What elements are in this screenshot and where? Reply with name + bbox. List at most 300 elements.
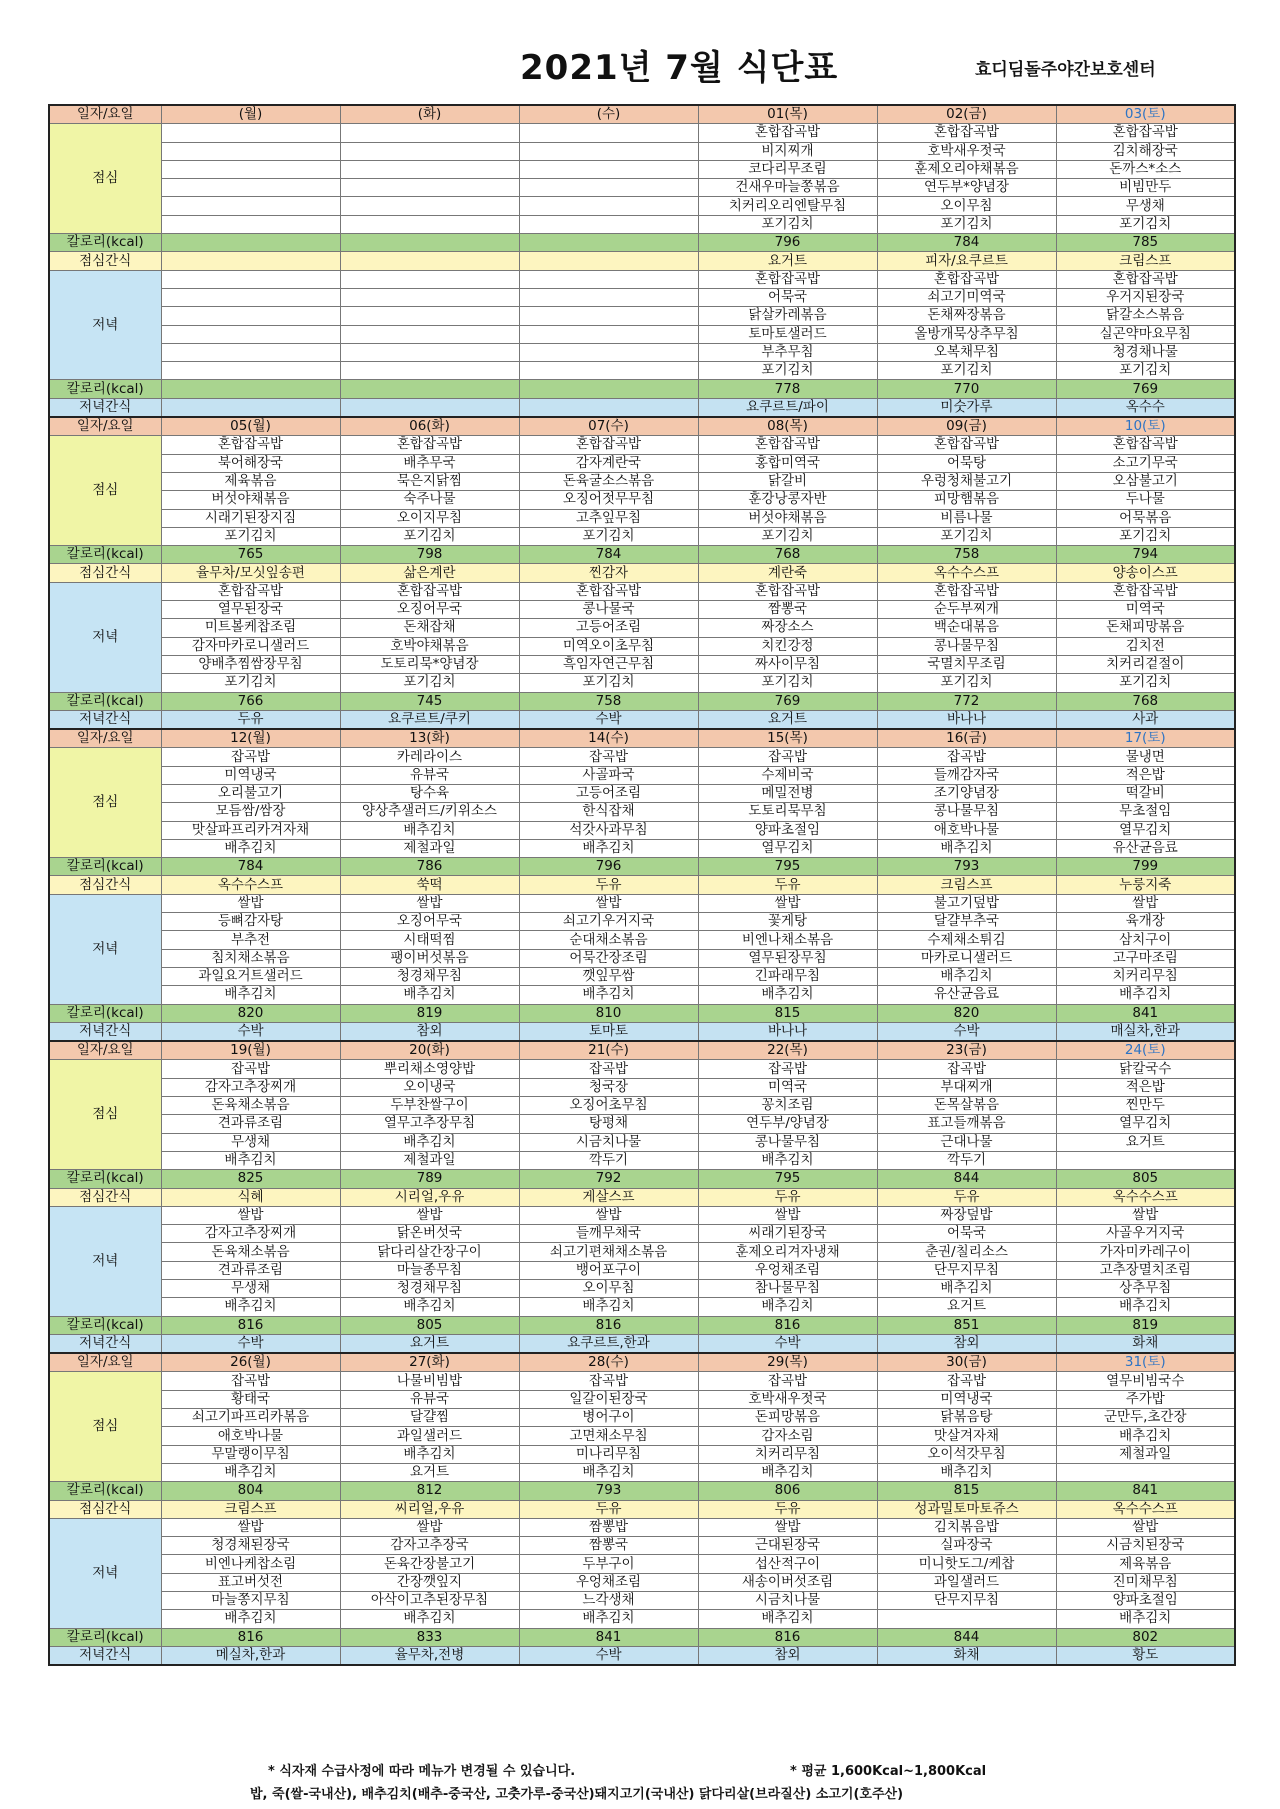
menu-cell: 쌀밥 [340,1518,519,1536]
menu-cell: 혼합잡곡밥 [340,436,519,454]
menu-cell: 01(목) [698,105,877,124]
menu-cell: 758 [877,546,1056,564]
menu-cell: 호박새우젓국 [877,142,1056,160]
menu-cell: 돈육간장불고기 [340,1555,519,1573]
menu-cell: 탕수육 [340,784,519,802]
menu-cell: 청경채된장국 [161,1537,340,1555]
menu-cell: 배추김치 [877,1463,1056,1481]
menu-cell: 포기김치 [340,674,519,692]
menu-cell: 버섯야채볶음 [161,491,340,509]
row-label: 일자/요일 [49,105,161,124]
dinner-row [49,619,1235,637]
menu-cell: 견과류조림 [161,1115,340,1133]
menu-cell [340,307,519,325]
menu-cell: 오이냉국 [340,1078,519,1096]
dinner-snack-row [49,1022,1235,1041]
menu-cell: 766 [161,692,340,710]
menu-cell: 812 [340,1482,519,1500]
menu-cell: 배추김치 [1056,1610,1235,1628]
menu-cell: 혼합잡곡밥 [1056,436,1235,454]
menu-cell: 맛살파프리카겨자채 [161,821,340,839]
menu-cell: 흑임자연근무침 [519,655,698,673]
menu-cell: 포기김치 [161,527,340,545]
dinner-row [49,1592,1235,1610]
menu-cell: 806 [698,1482,877,1500]
menu-cell: 제철과일 [340,839,519,857]
menu-cell: 혼합잡곡밥 [877,582,1056,600]
menu-cell: 799 [1056,858,1235,876]
menu-cell: 토마토 [519,1022,698,1041]
menu-cell: 들깨감자국 [877,766,1056,784]
row-label: 점심간식 [49,564,161,582]
row-label: 저녁 [49,582,161,692]
dinner-row [49,967,1235,985]
menu-cell: 789 [340,1170,519,1188]
menu-cell: 국멸치무조림 [877,655,1056,673]
menu-cell: 표고들깨볶음 [877,1115,1056,1133]
menu-cell: 795 [698,858,877,876]
dinner-row [49,1555,1235,1573]
row-label: 점심간식 [49,252,161,270]
menu-cell: 돈까스*소스 [1056,160,1235,178]
menu-cell: 배추김치 [1056,1427,1235,1445]
menu-cell: 잡곡밥 [877,1060,1056,1078]
menu-cell: 805 [1056,1170,1235,1188]
menu-cell: 사과 [1056,710,1235,729]
menu-cell: 짬뽕국 [519,1537,698,1555]
menu-cell: 양파초절임 [698,821,877,839]
menu-cell: 돈채피망볶음 [1056,619,1235,637]
menu-cell: 돈채짜장볶음 [877,307,1056,325]
menu-cell: 무생채 [1056,197,1235,215]
menu-cell: 815 [877,1482,1056,1500]
menu-cell: 감자고추장찌개 [161,1078,340,1096]
menu-cell: 진미채무침 [1056,1573,1235,1591]
menu-cell: 마늘종무침 [340,1261,519,1279]
menu-cell: 793 [519,1482,698,1500]
menu-cell: 바나나 [698,1022,877,1041]
row-label: 점심 [49,124,161,234]
menu-cell: 수박 [519,1646,698,1665]
menu-cell: 06(화) [340,417,519,436]
menu-cell: 05(월) [161,417,340,436]
menu-cell: 불고기덮밥 [877,894,1056,912]
menu-cell: 무생채 [161,1280,340,1298]
menu-cell: 돈육채소볶음 [161,1243,340,1261]
menu-cell [161,252,340,270]
menu-cell: 두나물 [1056,491,1235,509]
menu-cell: 고등어조림 [519,619,698,637]
dinner-row [49,1610,1235,1628]
menu-cell: 닭온버섯국 [340,1225,519,1243]
menu-cell: 느각생채 [519,1592,698,1610]
lunch-snack-row [49,1188,1235,1206]
dinner-row [49,270,1235,288]
dinner-row [49,637,1235,655]
menu-cell: 청경채무침 [340,1280,519,1298]
row-label: 저녁 [49,894,161,1004]
menu-cell: 배추김치 [877,839,1056,857]
menu-cell: 포기김치 [877,215,1056,233]
menu-cell: 부대찌개 [877,1078,1056,1096]
dinner-row [49,582,1235,600]
row-label: 저녁간식 [49,1646,161,1665]
menu-cell: 26(월) [161,1353,340,1372]
menu-cell: 두유 [698,1500,877,1518]
row-label: 일자/요일 [49,417,161,436]
menu-cell: 황도 [1056,1646,1235,1665]
menu-cell: 비빔만두 [1056,179,1235,197]
organization-name: 효디딤돌주야간보호센터 [975,60,1156,80]
menu-cell: 12(월) [161,729,340,748]
menu-cell: 844 [877,1628,1056,1646]
menu-cell: 무말랭이무침 [161,1445,340,1463]
menu-cell: 근대나물 [877,1133,1056,1151]
menu-cell: 배추김치 [877,967,1056,985]
menu-cell: 북어해장국 [161,454,340,472]
menu-cell: 과일샐러드 [340,1427,519,1445]
menu-cell: 감자마카로니샐러드 [161,637,340,655]
menu-cell: 24(토) [1056,1041,1235,1060]
menu-cell: 유산균음료 [1056,839,1235,857]
menu-cell: 21(수) [519,1041,698,1060]
menu-cell: 혼합잡곡밥 [1056,124,1235,142]
lunch-row [49,766,1235,784]
menu-cell: 배추김치 [340,821,519,839]
menu-cell: 포기김치 [698,527,877,545]
menu-cell: 깻잎무쌈 [519,967,698,985]
menu-cell: 어묵국 [698,288,877,306]
menu-cell [519,234,698,252]
menu-cell: 연두부/양념장 [698,1115,877,1133]
menu-cell: 열무김치 [1056,1115,1235,1133]
menu-cell: 유산균음료 [877,986,1056,1004]
lunch-row [49,1078,1235,1096]
menu-cell: 뿌리채소영양밥 [340,1060,519,1078]
menu-cell: 잡곡밥 [519,1372,698,1390]
menu-cell: 떡갈비 [1056,784,1235,802]
menu-cell: 844 [877,1170,1056,1188]
menu-cell: 훈제오리야채볶음 [877,160,1056,178]
menu-cell [161,307,340,325]
menu-cell [161,234,340,252]
menu-cell: 816 [161,1316,340,1334]
menu-cell: 쌀밥 [698,894,877,912]
menu-cell: 애호박나물 [161,1427,340,1445]
row-label: 저녁간식 [49,1022,161,1041]
menu-cell: 22(목) [698,1041,877,1060]
menu-cell: 배추김치 [340,1298,519,1316]
menu-cell: 버섯야채볶음 [698,509,877,527]
menu-cell: 시리얼,우유 [340,1188,519,1206]
menu-cell: 796 [698,234,877,252]
dinner-row [49,362,1235,380]
menu-table [48,104,1236,1666]
menu-cell [1056,1463,1235,1481]
menu-cell: 간장깻잎지 [340,1573,519,1591]
menu-cell: 삼치구이 [1056,931,1235,949]
menu-cell: 배추김치 [698,1610,877,1628]
menu-cell [340,215,519,233]
menu-cell: 닭칼국수 [1056,1060,1235,1078]
dinner-row [49,288,1235,306]
menu-cell: 31(토) [1056,1353,1235,1372]
menu-cell: 쌀밥 [340,894,519,912]
menu-cell: 배추김치 [161,839,340,857]
menu-cell: 크림스프 [1056,252,1235,270]
menu-cell: 제육볶음 [161,472,340,490]
row-label: 저녁간식 [49,1334,161,1353]
lunch-row [49,748,1235,766]
menu-cell: 784 [161,858,340,876]
lunch-row [49,509,1235,527]
menu-cell: 돈육채소볶음 [161,1097,340,1115]
menu-cell: 두유 [877,1188,1056,1206]
row-label: 칼로리(kcal) [49,1170,161,1188]
dinner-row [49,949,1235,967]
menu-cell: 등뼈감자탕 [161,913,340,931]
menu-cell: 춘권/칠리소스 [877,1243,1056,1261]
row-label: 칼로리(kcal) [49,1482,161,1500]
menu-cell: 796 [519,858,698,876]
menu-cell: 잡곡밥 [519,1060,698,1078]
menu-cell: 옥수수스프 [1056,1500,1235,1518]
menu-cell: 옥수수스프 [877,564,1056,582]
menu-cell: 참외 [877,1334,1056,1353]
menu-cell: 팽이버섯볶음 [340,949,519,967]
menu-cell: 열무된장무침 [698,949,877,967]
dinner-calorie-row [49,380,1235,398]
menu-cell: 혼합잡곡밥 [698,124,877,142]
lunch-row [49,1372,1235,1390]
menu-cell: 바나나 [877,710,1056,729]
menu-cell: 수제비국 [698,766,877,784]
menu-cell: 포기김치 [698,674,877,692]
menu-cell [519,124,698,142]
menu-cell [161,124,340,142]
menu-cell: 포기김치 [877,527,1056,545]
menu-cell: 과일요거트샐러드 [161,967,340,985]
menu-cell: 포기김치 [1056,362,1235,380]
menu-cell: 16(금) [877,729,1056,748]
menu-cell: 고추장멸치조림 [1056,1261,1235,1279]
menu-cell: 쇠고기편채채소볶음 [519,1243,698,1261]
lunch-row [49,215,1235,233]
menu-cell: 배추김치 [698,986,877,1004]
menu-cell: 황태국 [161,1390,340,1408]
menu-cell [340,398,519,417]
row-label: 일자/요일 [49,1041,161,1060]
dinner-row [49,1573,1235,1591]
row-label: 칼로리(kcal) [49,858,161,876]
row-label: 저녁 [49,1206,161,1316]
menu-cell: 미나리무침 [519,1445,698,1463]
menu-cell: 식혜 [161,1188,340,1206]
menu-cell: 784 [519,546,698,564]
lunch-calorie-row [49,546,1235,564]
menu-cell: 크림스프 [877,876,1056,894]
menu-cell: 매실차,한과 [1056,1022,1235,1041]
menu-cell [340,142,519,160]
menu-cell: 포기김치 [1056,527,1235,545]
menu-cell: 율무차,전병 [340,1646,519,1665]
menu-cell: 쌀밥 [161,1518,340,1536]
menu-cell: 오이지무침 [340,509,519,527]
menu-cell [877,1610,1056,1628]
menu-cell: 피망햄볶음 [877,491,1056,509]
menu-cell: 배추김치 [340,986,519,1004]
menu-cell: 씨리얼,우유 [340,1500,519,1518]
menu-cell: 누룽지죽 [1056,876,1235,894]
menu-cell: 두유 [698,1188,877,1206]
menu-cell: 두유 [519,1500,698,1518]
menu-cell: 미역냉국 [877,1390,1056,1408]
row-label: 칼로리(kcal) [49,546,161,564]
menu-cell [519,270,698,288]
menu-cell: 802 [1056,1628,1235,1646]
menu-cell: 무생채 [161,1133,340,1151]
menu-cell [340,197,519,215]
menu-cell: 모듬쌈/쌈장 [161,803,340,821]
menu-cell [161,160,340,178]
menu-cell: 순대채소볶음 [519,931,698,949]
menu-cell: 미역냉국 [161,766,340,784]
menu-cell: 부추무침 [698,343,877,361]
menu-cell: 율무차/모싯잎송편 [161,564,340,582]
lunch-row [49,436,1235,454]
menu-cell: 화채 [1056,1334,1235,1353]
menu-cell: 콩나물무침 [877,637,1056,655]
menu-cell: 비엔나케찹소림 [161,1555,340,1573]
menu-cell: 819 [1056,1316,1235,1334]
menu-cell: 784 [877,234,1056,252]
menu-cell: 크림스프 [161,1500,340,1518]
menu-cell [340,380,519,398]
menu-cell: 792 [519,1170,698,1188]
menu-cell: 요거트 [340,1463,519,1481]
menu-cell: 14(수) [519,729,698,748]
lunch-calorie-row [49,234,1235,252]
menu-cell: 쌀밥 [519,894,698,912]
menu-cell: 시태떡찜 [340,931,519,949]
menu-cell: 짜장소스 [698,619,877,637]
menu-cell: 제철과일 [1056,1445,1235,1463]
menu-cell: 두유 [161,710,340,729]
menu-cell: 혼합잡곡밥 [1056,270,1235,288]
menu-cell: 잡곡밥 [161,1060,340,1078]
menu-cell: 815 [698,1004,877,1022]
menu-cell [161,380,340,398]
dinner-row [49,1261,1235,1279]
row-label: 점심간식 [49,1500,161,1518]
menu-cell [519,398,698,417]
menu-cell: 포기김치 [698,215,877,233]
menu-cell: 배추김치 [519,839,698,857]
menu-cell: 배추김치 [698,1463,877,1481]
row-label: 칼로리(kcal) [49,234,161,252]
menu-cell: 달걀부추국 [877,913,1056,931]
dinner-row [49,601,1235,619]
menu-cell: 08(목) [698,417,877,436]
menu-cell: 깍두기 [877,1151,1056,1169]
menu-cell: 쌀밥 [161,894,340,912]
dinner-row [49,674,1235,692]
menu-cell: 19(월) [161,1041,340,1060]
lunch-row [49,1133,1235,1151]
menu-cell: 짜장덮밥 [877,1206,1056,1224]
lunch-row [49,1409,1235,1427]
menu-cell: 09(금) [877,417,1056,436]
menu-cell: 요거트 [340,1334,519,1353]
menu-cell: 미니핫도그/케찹 [877,1555,1056,1573]
menu-cell: 23(금) [877,1041,1056,1060]
dinner-snack-row [49,1334,1235,1353]
row-label: 저녁간식 [49,398,161,417]
menu-cell: 잡곡밥 [519,748,698,766]
menu-cell: 짜사이무침 [698,655,877,673]
menu-cell: 치커리무침 [698,1445,877,1463]
menu-cell: 계란죽 [698,564,877,582]
menu-cell: 745 [340,692,519,710]
menu-cell: 804 [161,1482,340,1500]
row-label: 칼로리(kcal) [49,1316,161,1334]
menu-cell: 건새우마늘쫑볶음 [698,179,877,197]
menu-cell: 오복채무침 [877,343,1056,361]
menu-cell: 묵은지닭찜 [340,472,519,490]
menu-cell: 시금치된장국 [1056,1537,1235,1555]
menu-cell: 일갈이된장국 [519,1390,698,1408]
menu-cell: 메실차,한과 [161,1646,340,1665]
menu-cell: 10(토) [1056,417,1235,436]
menu-cell: 배추김치 [519,1298,698,1316]
footer-origin: 밥, 죽(쌀-국내산), 배추김치(배추-중국산, 고춧가루-중국산)돼지고기(국내산) 닭다리살(브라질산) 소고기(호주산) [250,1787,904,1802]
dinner-row [49,1518,1235,1536]
menu-cell: 혼합잡곡밥 [877,124,1056,142]
menu-cell: 쌀밥 [340,1206,519,1224]
menu-cell: (수) [519,105,698,124]
menu-cell: 사골우거지국 [1056,1225,1235,1243]
dinner-snack-row [49,1646,1235,1665]
menu-cell: 시래기된장지짐 [161,509,340,527]
menu-cell: 비지찌개 [698,142,877,160]
menu-cell: 816 [698,1628,877,1646]
menu-cell: 어묵탕 [877,454,1056,472]
menu-cell: 수박 [877,1022,1056,1041]
menu-cell: 닭다리살간장구이 [340,1243,519,1261]
menu-cell: 미역국 [1056,601,1235,619]
menu-cell: 795 [698,1170,877,1188]
menu-cell: 혼합잡곡밥 [698,436,877,454]
menu-cell [519,215,698,233]
menu-cell: 견과류조림 [161,1261,340,1279]
menu-cell: 841 [1056,1482,1235,1500]
row-label: 점심 [49,748,161,858]
menu-cell: 833 [340,1628,519,1646]
menu-cell: 배추김치 [698,1298,877,1316]
dinner-row [49,913,1235,931]
menu-cell: 배추김치 [161,986,340,1004]
row-label: 저녁 [49,270,161,380]
dinner-calorie-row [49,1628,1235,1646]
menu-cell [161,270,340,288]
menu-cell: 785 [1056,234,1235,252]
menu-cell: 793 [877,858,1056,876]
menu-cell: 798 [340,546,519,564]
menu-cell: 근대된장국 [698,1537,877,1555]
lunch-row [49,1390,1235,1408]
menu-cell: 816 [161,1628,340,1646]
menu-cell: 한식잡채 [519,803,698,821]
